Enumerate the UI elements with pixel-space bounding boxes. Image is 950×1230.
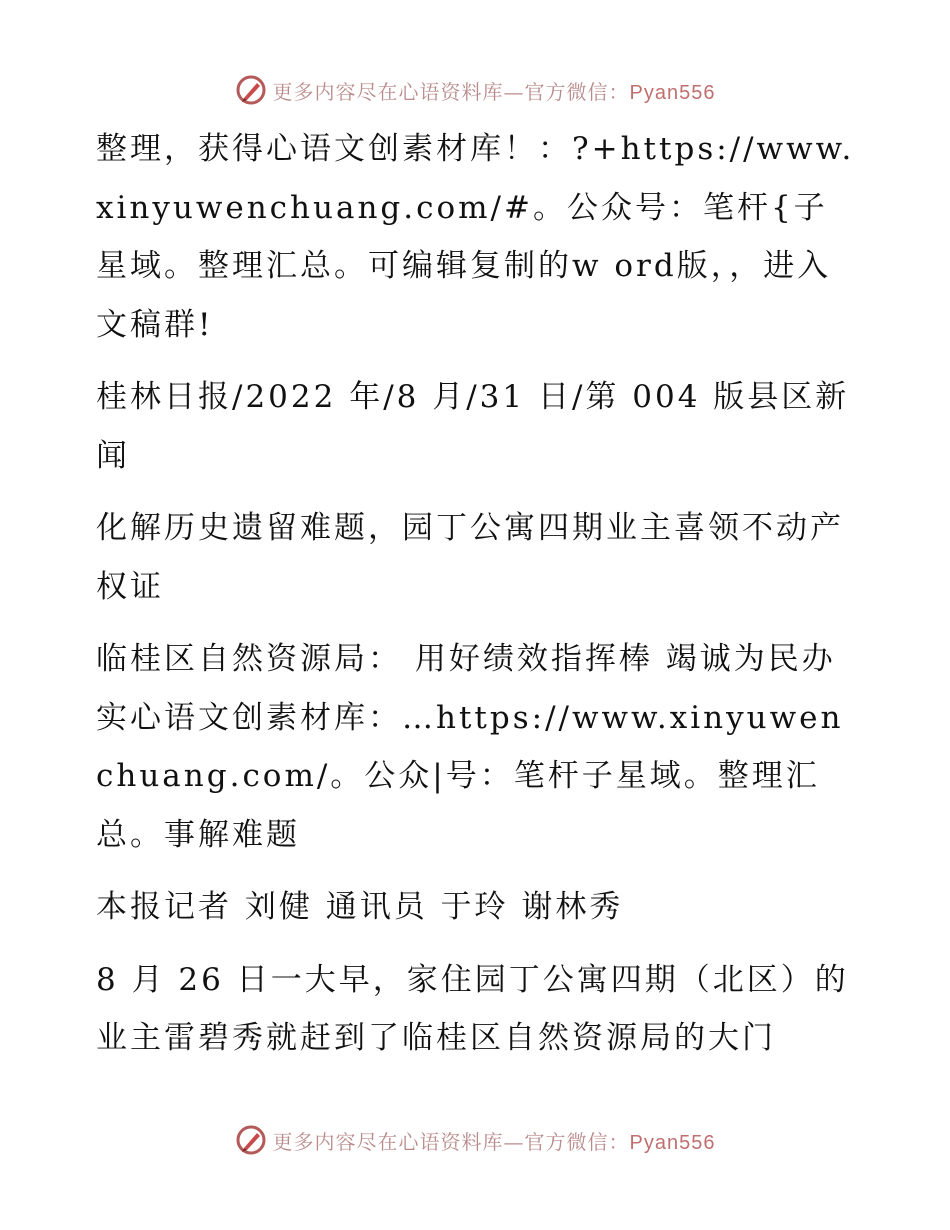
banner-wechat-label: 官方微信： [524, 1129, 630, 1154]
paragraph: 整理，获得心语文创素材库！：?+https://www.xinyuwenchuang.com/#。公众号：笔杆{子星域。整理汇总。可编辑复制的w ord版，，进入文稿群! [96, 131, 855, 343]
banner-text [273, 1126, 716, 1155]
banner-main-text: 更多内容尽在心语资料库 [272, 1129, 504, 1154]
banner-wechat-id: Pyan556 [629, 1131, 716, 1154]
banner-separator: — [503, 1129, 525, 1154]
paragraph: 8 月 26 日一大早，家住园丁公寓四期（北区）的业主雷碧秀就赶到了临桂区自然资源局的大门 [96, 961, 849, 1056]
banner-main-text: 更多内容尽在心语资料库 [272, 79, 504, 104]
pen-logo-icon [235, 74, 267, 106]
header-banner [0, 70, 950, 110]
footer-banner [0, 1120, 950, 1160]
paragraph: 本报记者 刘健 通讯员 于玲 谢林秀 [96, 889, 624, 925]
banner-text [273, 76, 716, 105]
pen-logo-icon [235, 1124, 267, 1156]
paragraph: 桂林日报/2022 年/8 月/31 日/第 004 版县区新闻 [96, 379, 850, 474]
banner-separator: — [503, 79, 525, 104]
banner-wechat-label: 官方微信： [524, 79, 630, 104]
banner-wechat-id: Pyan556 [629, 81, 716, 104]
paragraph: 化解历史遗留难题，园丁公寓四期业主喜领不动产权证 [96, 510, 844, 605]
document-body [96, 120, 856, 1082]
paragraph: 临桂区自然资源局： 用好绩效指挥棒 竭诚为民办实心语文创素材库：…https://www.xinyuwenchuang.com/。公众|号：笔杆子星域。整理汇总。事解难题 [96, 641, 844, 853]
